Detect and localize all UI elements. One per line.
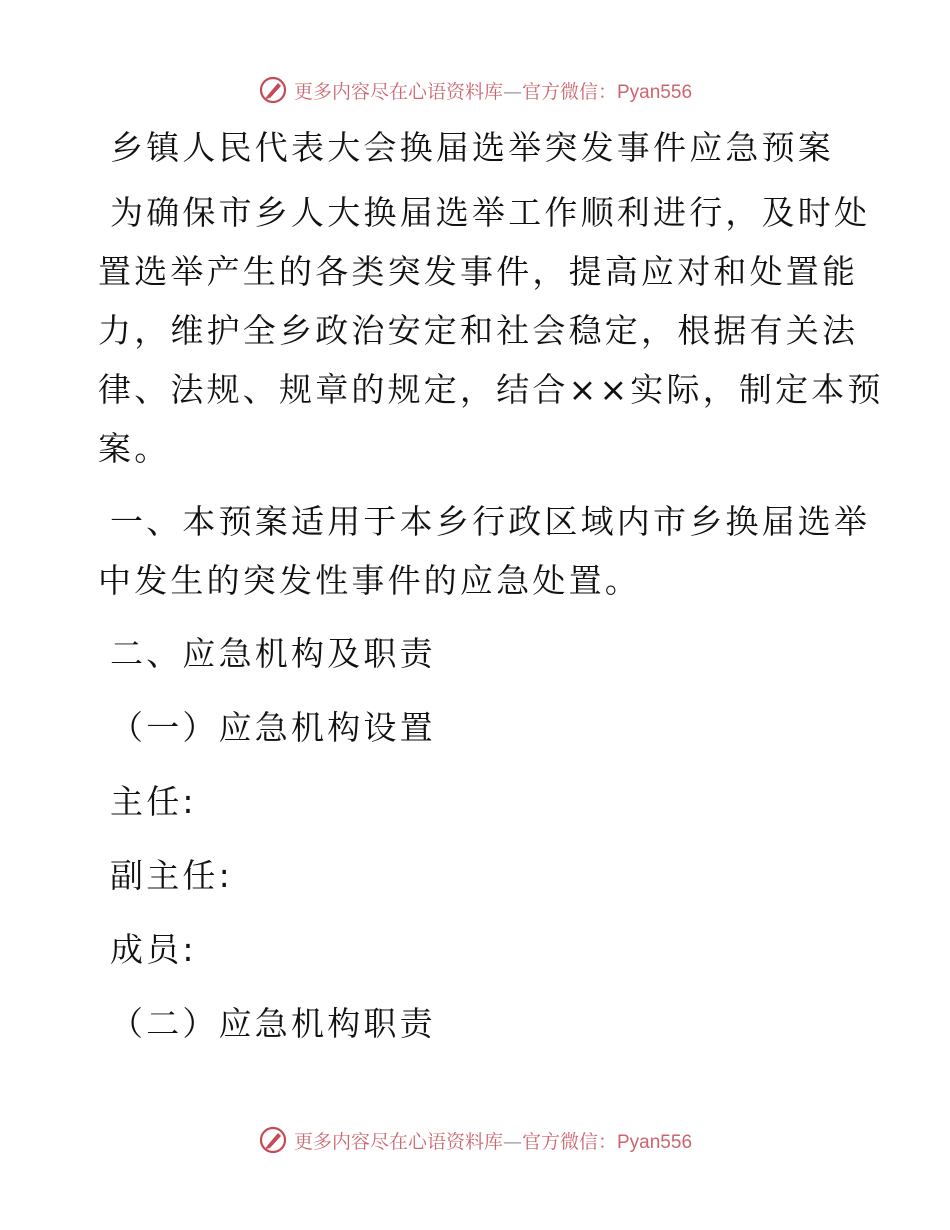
intro-line: 置选举产生的各类突发事件，提高应对和处置能 [98,252,859,291]
deputy-director-label: 副主任: [110,856,233,895]
intro-line: 律、法规、规章的规定，结合××实际，制定本预 [98,370,884,409]
watermark-text: 更多内容尽在心语资料库—官方微信：Pyan556 [293,80,693,103]
footer-watermark [0,1120,950,1160]
document-title: 乡镇人民代表大会换届选举突发事件应急预案 [110,128,834,167]
intro-line: 力，维护全乡政治安定和社会稳定，根据有关法 [98,311,859,350]
subsection-2-heading: （二）应急机构职责 [110,1004,436,1043]
intro-line: 案。 [98,429,171,468]
director-label: 主任: [110,782,197,821]
document-body [98,118,884,1053]
section-2-heading: 二、应急机构及职责 [110,634,436,673]
subsection-1-heading: （一）应急机构设置 [110,708,436,747]
section-1-paragraph [98,492,871,610]
quill-logo-icon [258,75,288,105]
watermark-text: 更多内容尽在心语资料库—官方微信：Pyan556 [293,1130,693,1153]
header-watermark [0,70,950,110]
intro-paragraph [98,183,884,478]
quill-logo-icon [258,1125,288,1155]
members-label: 成员: [110,930,197,969]
intro-line: 为确保市乡人大换届选举工作顺利进行，及时处 [110,193,871,232]
section-1-line: 中发生的突发性事件的应急处置。 [98,561,641,600]
section-1-line: 一、本预案适用于本乡行政区域内市乡换届选举 [110,502,871,541]
